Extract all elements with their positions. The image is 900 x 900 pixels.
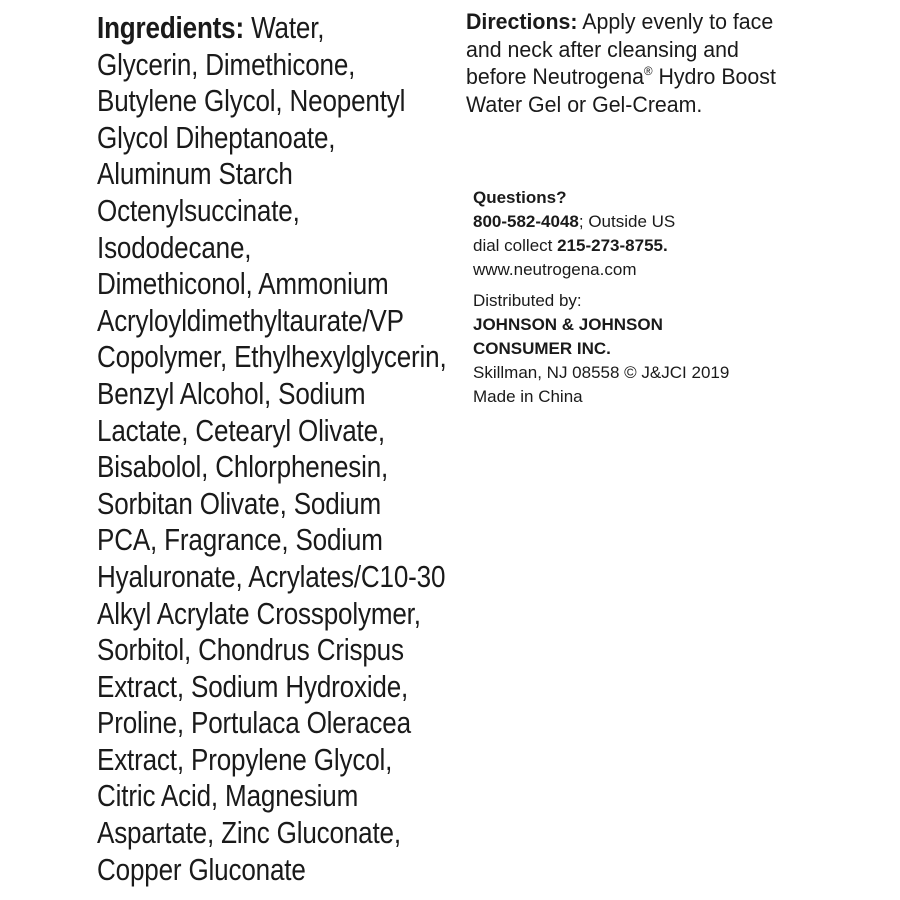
registered-mark: ® xyxy=(643,64,653,78)
directions-line: before Neutrogena® Hydro Boost xyxy=(466,64,776,89)
ingredients-line: Sorbitan Olivate, Sodium xyxy=(97,485,381,521)
directions-section xyxy=(466,8,886,118)
intl-phone-line: dial collect 215-273-8755. xyxy=(473,236,668,255)
ingredients-line: Aluminum Starch xyxy=(97,156,293,192)
ingredients-line: Butylene Glycol, Neopentyl xyxy=(97,83,406,119)
ingredients-line: Lactate, Cetearyl Olivate, xyxy=(97,412,386,448)
ingredients-line: Proline, Portulaca Oleracea xyxy=(97,705,411,741)
ingredients-line: Bisabolol, Chlorphenesin, xyxy=(97,449,389,485)
ingredients-section xyxy=(97,10,457,888)
ingredients-line: Isododecane, xyxy=(97,229,252,265)
address-line: Skillman, NJ 08558 © J&JCI 2019 xyxy=(473,363,730,382)
ingredients-line: PCA, Fragrance, Sodium xyxy=(97,522,383,558)
distributed-by-label: Distributed by: xyxy=(473,291,582,310)
origin-line: Made in China xyxy=(473,387,583,406)
ingredients-line: Extract, Sodium Hydroxide, xyxy=(97,668,409,704)
phone-number: 800-582-4048 xyxy=(473,212,579,231)
ingredients-line: Copolymer, Ethylhexylglycerin, xyxy=(97,339,447,375)
ingredients-line: Sorbitol, Chondrus Crispus xyxy=(97,632,404,668)
phone-line: 800-582-4048; Outside US xyxy=(473,212,676,231)
questions-heading: Questions? xyxy=(473,188,567,207)
ingredients-line: Hyaluronate, Acrylates/C10-30 xyxy=(97,558,446,594)
intl-phone-number: 215-273-8755. xyxy=(557,236,668,255)
ingredients-line: Octenylsuccinate, xyxy=(97,192,300,228)
ingredients-heading: Ingredients: xyxy=(97,10,245,45)
ingredients-line: Citric Acid, Magnesium xyxy=(97,778,359,814)
ingredients-line: Glycerin, Dimethicone, xyxy=(97,46,356,82)
ingredients-line: Extract, Propylene Glycol, xyxy=(97,741,393,777)
directions-line: Water Gel or Gel-Cream. xyxy=(466,91,703,117)
directions-heading: Directions: xyxy=(466,9,578,34)
ingredients-line: Glycol Diheptanoate, xyxy=(97,119,336,155)
ingredients-line: Alkyl Acrylate Crosspolymer, xyxy=(97,595,421,631)
ingredients-line: Aspartate, Zinc Gluconate, xyxy=(97,815,401,851)
directions-line: Directions: Apply evenly to face xyxy=(466,9,774,34)
ingredients-line: Benzyl Alcohol, Sodium xyxy=(97,375,366,411)
ingredients-line: Acryloyldimethyltaurate/VP xyxy=(97,302,404,338)
website: www.neutrogena.com xyxy=(473,260,637,279)
directions-line: and neck after cleansing and xyxy=(466,36,739,62)
company-name-line: CONSUMER INC. xyxy=(473,339,611,358)
contact-section xyxy=(473,186,873,409)
ingredients-line: Copper Gluconate xyxy=(97,851,306,887)
ingredients-line: Ingredients: Water, xyxy=(97,10,325,45)
company-name-line: JOHNSON & JOHNSON xyxy=(473,315,663,334)
ingredients-line: Dimethiconol, Ammonium xyxy=(97,266,389,302)
